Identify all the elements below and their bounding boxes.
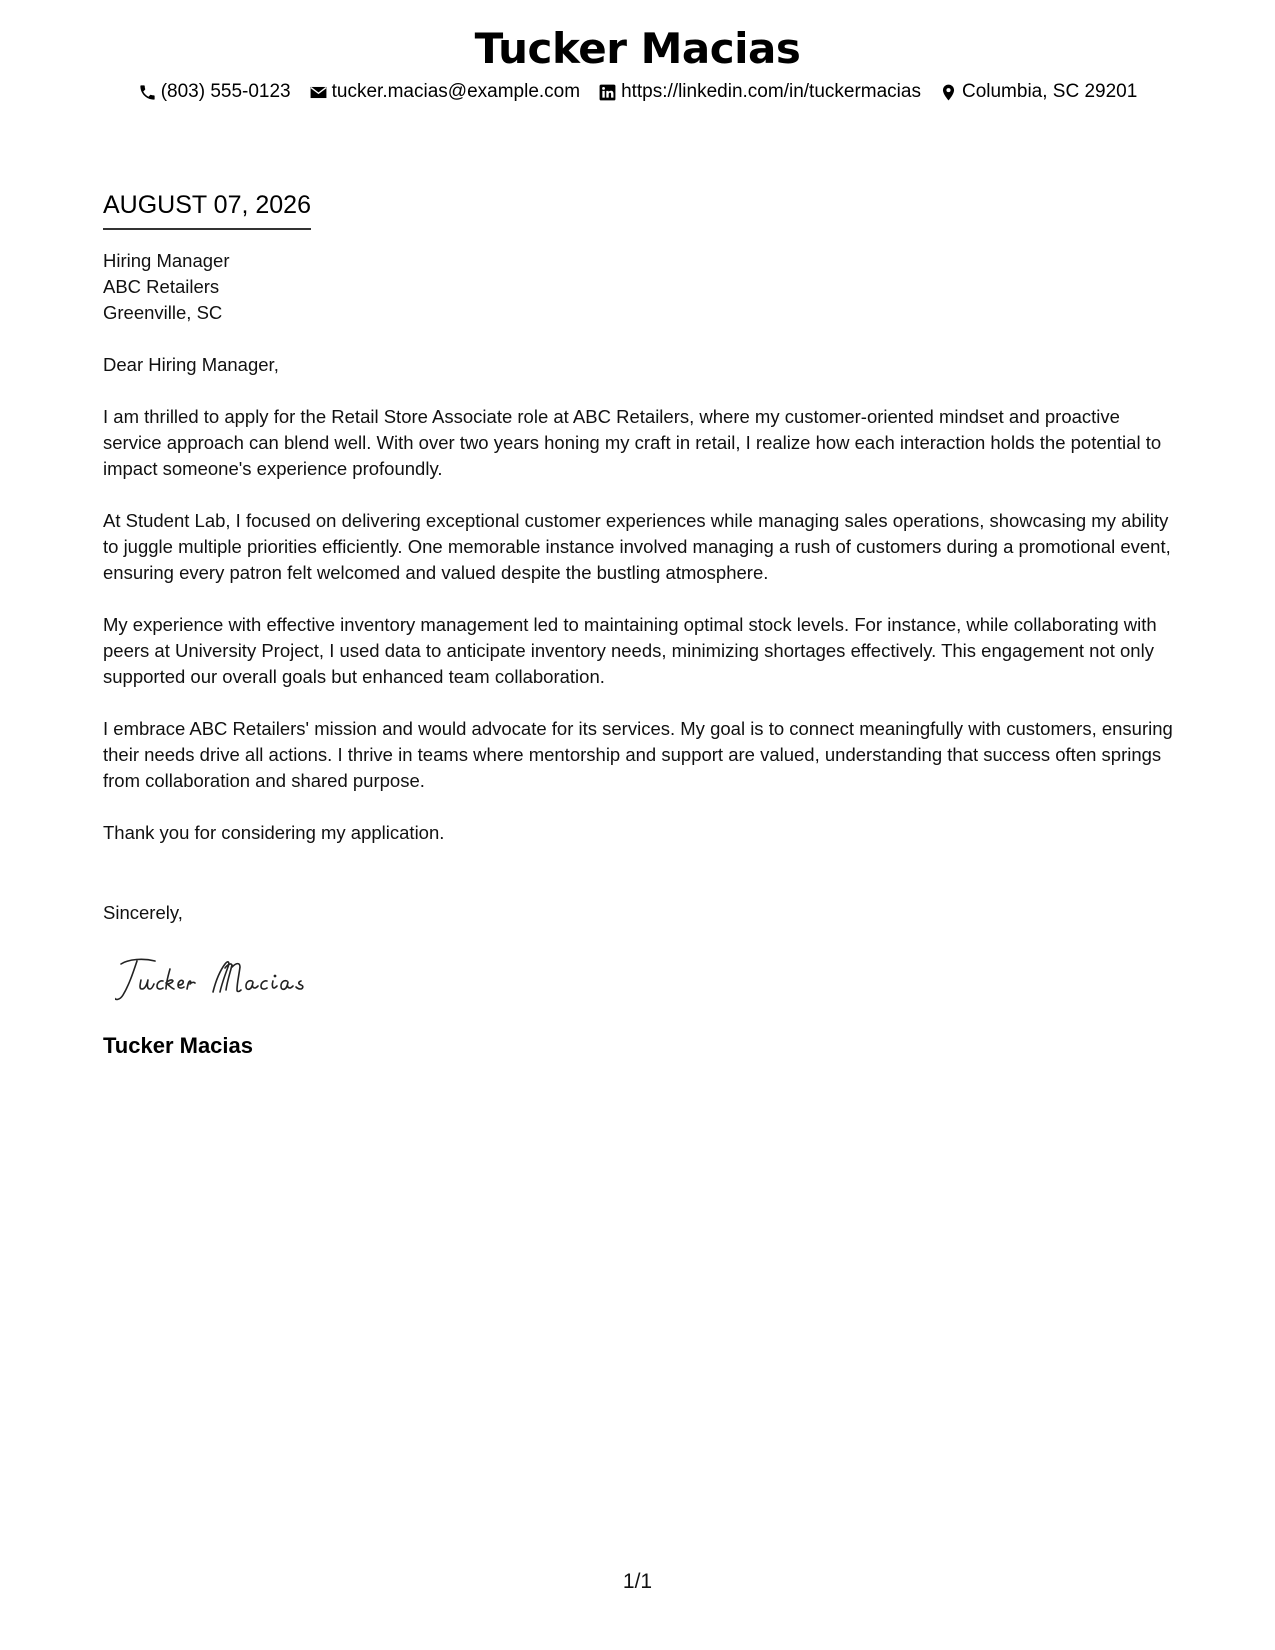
- linkedin-icon: [598, 83, 617, 102]
- contact-phone: [138, 78, 291, 106]
- recipient-city: Greenville, SC: [103, 302, 223, 323]
- contact-linkedin[interactable]: [598, 78, 921, 106]
- signer-name: Tucker Macias: [103, 1033, 254, 1058]
- applicant-name: Tucker Macias: [474, 24, 801, 73]
- phone-icon: [138, 83, 157, 102]
- contact-location: [939, 78, 1137, 106]
- recipient-block: [103, 248, 1183, 326]
- email-text: tucker.macias@example.com: [331, 81, 581, 102]
- linkedin-text: https://linkedin.com/in/tuckermacias: [621, 81, 921, 102]
- map-pin-icon: [939, 83, 958, 102]
- letter-date: AUGUST 07, 2026: [103, 188, 311, 230]
- body-paragraph: My experience with effective inventory management led to maintaining optimal stock levels. For instance, while collaborating with peers at University Project, I used data to anticipate inventory needs, minimizing shortages effectively. This engagement not only supported our overall goals but enhanced team collaboration.: [103, 614, 1157, 687]
- page-number: 1/1: [622, 1570, 653, 1593]
- contact-email[interactable]: [309, 78, 580, 106]
- greeting: Dear Hiring Manager,: [103, 354, 279, 375]
- body-paragraph: I embrace ABC Retailers' mission and would advocate for its services. My goal is to connect meaningfully with customers, ensuring their needs drive all actions. I thrive in teams where mentorship and support are valued, understanding that success often springs from collaboration and shared purpose.: [103, 718, 1173, 791]
- recipient-title: Hiring Manager: [103, 250, 230, 271]
- phone-text: (803) 555-0123: [160, 81, 291, 102]
- location-text: Columbia, SC 29201: [961, 81, 1138, 102]
- contact-bar: [0, 78, 1275, 106]
- closing: Sincerely,: [103, 902, 183, 923]
- letter-body: [103, 248, 1183, 1061]
- letter-header: [0, 22, 1275, 106]
- recipient-company: ABC Retailers: [103, 276, 220, 297]
- handwritten-signature: [115, 952, 355, 1012]
- envelope-icon: [309, 83, 328, 102]
- body-paragraph: I am thrilled to apply for the Retail Store Associate role at ABC Retailers, where my customer-oriented mindset and proactive service approach can blend well. With over two years honing my craft in retail, I realize how each interaction holds the potential to impact someone's experience profoundly.: [103, 406, 1162, 479]
- body-paragraph: At Student Lab, I focused on delivering exceptional customer experiences while managing sales operations, showcasing my ability to juggle multiple priorities efficiently. One memorable instance involved managing a rush of customers during a promotional event, ensuring every patron felt welcomed and valued despite the bustling atmosphere.: [103, 510, 1171, 583]
- body-paragraph: Thank you for considering my application.: [103, 822, 445, 843]
